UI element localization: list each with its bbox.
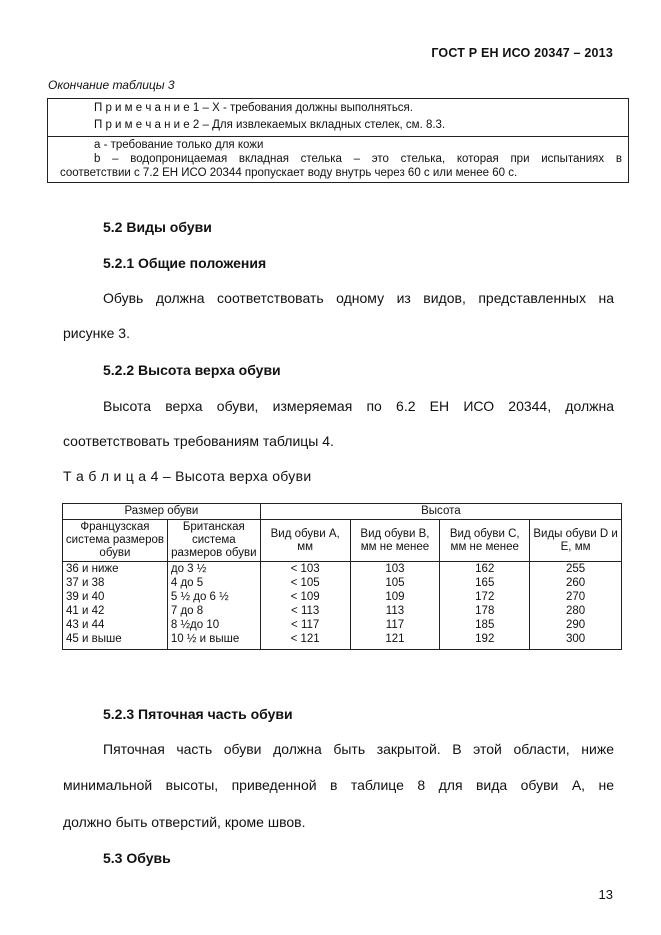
- table-row: [63, 562, 622, 577]
- header-type-de: Виды обуви D и E, мм: [530, 520, 622, 562]
- header-type-c: Вид обуви С, мм не менее: [440, 520, 530, 562]
- table-row: [63, 590, 622, 604]
- table-4: [62, 503, 622, 650]
- cell-de: 290: [530, 618, 622, 632]
- cell-a: < 109: [260, 590, 350, 604]
- cell-c: 162: [440, 562, 530, 577]
- table-row: [63, 604, 622, 618]
- cell-fr: 37 и 38: [63, 576, 168, 590]
- cell-br: 10 ½ и выше: [167, 632, 260, 650]
- cell-a: < 117: [260, 618, 350, 632]
- cell-c: 185: [440, 618, 530, 632]
- table3-notes: [47, 98, 629, 183]
- header-type-a: Вид обуви А, мм: [260, 520, 350, 562]
- heading-5-2-3: 5.2.3 Пяточная часть обуви: [103, 706, 293, 722]
- cell-br: 7 до 8: [167, 604, 260, 618]
- cell-fr: 41 и 42: [63, 604, 168, 618]
- cell-b: 109: [350, 590, 440, 604]
- para-5-2-1-line2: рисунке 3.: [63, 325, 130, 341]
- cell-b: 103: [350, 562, 440, 577]
- cell-br: 4 до 5: [167, 576, 260, 590]
- footnote-b-line2: соответствии с 7.2 ЕН ИСО 20344 пропускает воду внутрь через 60 с или менее 60 с.: [60, 167, 518, 179]
- cell-a: < 113: [260, 604, 350, 618]
- heading-5-2: 5.2 Виды обуви: [103, 219, 212, 235]
- cell-de: 300: [530, 632, 622, 650]
- cell-fr: 36 и ниже: [63, 562, 168, 577]
- header-type-b: Вид обуви В, мм не менее: [350, 520, 440, 562]
- table-row: [63, 618, 622, 632]
- cell-fr: 45 и выше: [63, 632, 168, 650]
- cell-de: 260: [530, 576, 622, 590]
- header-british-size: Британская система размеров обуви: [167, 520, 260, 562]
- page-number: 13: [598, 887, 613, 902]
- cell-b: 113: [350, 604, 440, 618]
- table3-footnotes: [48, 137, 628, 182]
- cell-c: 192: [440, 632, 530, 650]
- table-row: [63, 632, 622, 650]
- heading-5-3: 5.3 Обувь: [103, 850, 171, 866]
- para-5-2-3-line1: Пяточная часть обуви должна быть закрытой. В этой области, ниже: [103, 741, 614, 757]
- header-size-group: Размер обуви: [63, 504, 261, 520]
- cell-de: 280: [530, 604, 622, 618]
- footnote-b-line1: b – водопроницаемая вкладная стелька – это стелька, которая при испытаниях в: [94, 153, 622, 165]
- cell-c: 172: [440, 590, 530, 604]
- para-5-2-2-line1: Высота верха обуви, измеряемая по 6.2 ЕН ИСО 20344, должна: [103, 398, 614, 414]
- cell-b: 117: [350, 618, 440, 632]
- heading-5-2-1: 5.2.1 Общие положения: [103, 255, 267, 271]
- cell-fr: 43 и 44: [63, 618, 168, 632]
- header-height-group: Высота: [260, 504, 621, 520]
- note-1: П р и м е ч а н и е 1 – Х - требования должны выполняться.: [94, 102, 413, 114]
- cell-br: до 3 ½: [167, 562, 260, 577]
- cell-br: 5 ½ до 6 ½: [167, 590, 260, 604]
- para-5-2-2-line2: соответствовать требованиям таблицы 4.: [63, 433, 334, 449]
- header-french-size: Французская система размеров обуви: [63, 520, 168, 562]
- document-header: ГОСТ Р ЕН ИСО 20347 – 2013: [431, 46, 613, 60]
- heading-5-2-2: 5.2.2 Высота верха обуви: [103, 362, 281, 378]
- cell-c: 178: [440, 604, 530, 618]
- cell-a: < 103: [260, 562, 350, 577]
- cell-fr: 39 и 40: [63, 590, 168, 604]
- para-5-2-1-line1: Обувь должна соответствовать одному из видов, представленных на: [103, 290, 614, 306]
- table3-notes-upper: [48, 99, 628, 137]
- cell-a: < 121: [260, 632, 350, 650]
- footnote-a: а - требование только для кожи: [94, 139, 264, 151]
- cell-c: 165: [440, 576, 530, 590]
- table4-caption: Т а б л и ц а 4 – Высота верха обуви: [63, 468, 312, 484]
- cell-br: 8 ½до 10: [167, 618, 260, 632]
- para-5-2-3-line2: минимальной высоты, приведенной в таблице 8 для вида обуви А, не: [63, 777, 614, 793]
- cell-de: 270: [530, 590, 622, 604]
- cell-de: 255: [530, 562, 622, 577]
- table3-caption: Окончание таблицы 3: [48, 78, 175, 92]
- para-5-2-3-line3: должно быть отверстий, кроме швов.: [63, 814, 306, 830]
- table-row: [63, 576, 622, 590]
- cell-a: < 105: [260, 576, 350, 590]
- note-2: П р и м е ч а н и е 2 – Для извлекаемых вкладных стелек, см. 8.3.: [94, 119, 446, 131]
- cell-b: 105: [350, 576, 440, 590]
- cell-b: 121: [350, 632, 440, 650]
